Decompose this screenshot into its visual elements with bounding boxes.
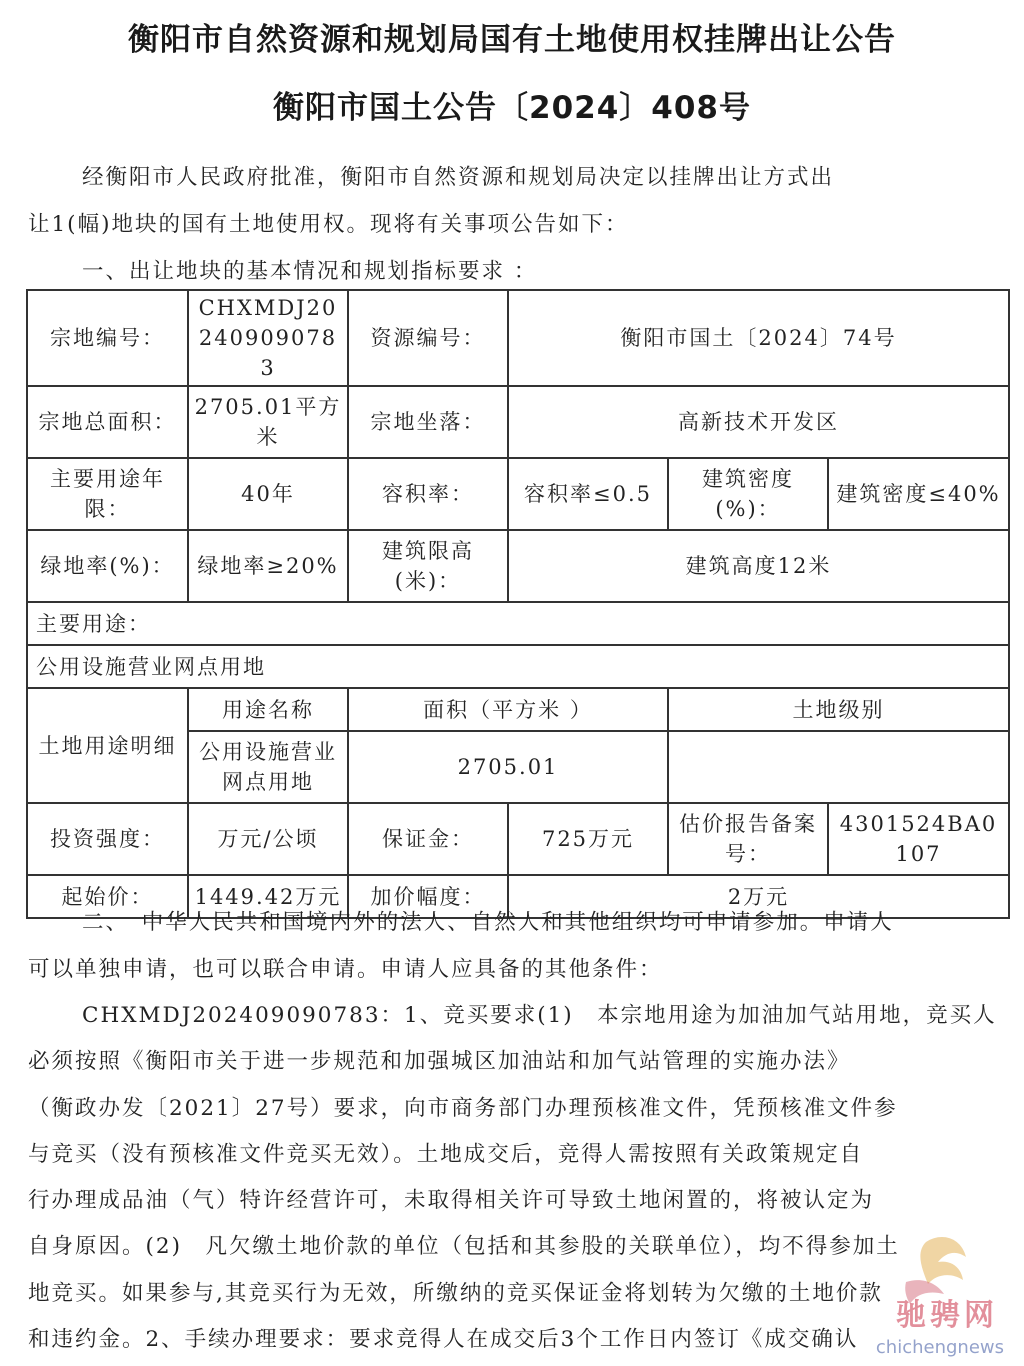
body-line: 和违约金。2、手续办理要求：要求竞得人在成交后3个工作日内签订《成交确认 [28,1327,859,1352]
table-cell: 保证金： [348,803,508,875]
body-line: 地竞买。如果参与,其竞买行为无效，所缴纳的竞买保证金将划转为欠缴的土地价款 [28,1281,883,1306]
table-cell: 2705.01平方米 [188,386,348,458]
body-line: 自身原因。(2) 凡欠缴土地价款的单位（包括和其参股的关联单位），均不得参加土 [28,1234,900,1259]
table-cell: 土地用途明细 [27,688,188,803]
table-cell: 40年 [188,458,348,530]
table-cell: 绿地率≥20% [188,530,348,602]
table-cell: CHXMDJ202409090783 [188,290,348,386]
page-title: 衡阳市自然资源和规划局国有土地使用权挂牌出让公告 [128,22,896,58]
body-line: （衡政办发〔2021〕27号）要求，向市商务部门办理预核准文件，凭预核准文件参 [28,1096,898,1121]
table-cell: 绿地率(%)： [27,530,188,602]
table-cell: 衡阳市国土〔2024〕74号 [508,290,1009,386]
table-cell: 4301524BA0107 [828,803,1009,875]
body-line: 必须按照《衡阳市关于进一步规范和加强城区加油站和加气站管理的实施办法》 [28,1049,851,1074]
table-cell: 1449.42万元 [188,875,348,918]
table-cell: 主要用途年限： [27,458,188,530]
table-cell: 用途名称 [188,688,348,731]
table-cell: 宗地总面积： [27,386,188,458]
body-line: 可以单独申请，也可以联合申请。申请人应具备的其他条件： [28,957,663,982]
watermark-url: chichengnews [875,1337,1004,1358]
body-line: 行办理成品油（气）特许经营许可，未取得相关许可导致土地闲置的，将被认定为 [28,1188,875,1213]
table-cell: 建筑限高(米)： [348,530,508,602]
intro-line-1: 经衡阳市人民政府批准，衡阳市自然资源和规划局决定以挂牌出让方式出 [82,165,835,190]
table-row [27,645,1009,688]
table-row [27,688,1009,731]
table-cell: 宗地编号： [27,290,188,386]
page-subtitle: 衡阳市国土公告〔2024〕408号 [273,90,751,126]
table-row [27,803,1009,875]
table-row [27,602,1009,645]
body-line: 与竞买（没有预核准文件竞买无效）。土地成交后，竞得人需按照有关政策规定自 [28,1142,864,1167]
table-cell: 容积率≤0.5 [508,458,668,530]
table-cell: 建筑高度12米 [508,530,1009,602]
body-line: 二、 中华人民共和国境内外的法人、自然人和其他组织均可申请参加。申请人 [82,910,894,935]
table-cell: 2705.01 [348,731,668,803]
table-cell: 资源编号： [348,290,508,386]
table-cell: 公用设施营业网点用地 [27,645,1009,688]
table-cell: 建筑密度≤40% [828,458,1009,530]
table-cell: 主要用途： [27,602,1009,645]
intro-line-2: 让1(幅)地块的国有土地使用权。现将有关事项公告如下： [28,212,629,237]
table-cell: 宗地坐落： [348,386,508,458]
table-cell: 容积率： [348,458,508,530]
table-cell: 万元/公顷 [188,803,348,875]
table-cell: 估价报告备案号： [668,803,828,875]
table-cell: 起始价： [27,875,188,918]
table-cell [668,731,1009,803]
table-cell: 725万元 [508,803,668,875]
table-cell: 公用设施营业网点用地 [188,731,348,803]
table-cell: 加价幅度： [348,875,508,918]
watermark-name: 驰骋网 [896,1298,998,1333]
section-heading-1: 一、出让地块的基本情况和规划指标要求 ： [82,259,538,284]
table-row [27,290,1009,386]
table-cell: 高新技术开发区 [508,386,1009,458]
table-cell: 2万元 [508,875,1009,918]
parcel-info-table [26,289,1010,919]
table-cell: 土地级别 [668,688,1009,731]
body-line: CHXMDJ202409090783：1、竞买要求(1) 本宗地用途为加油加气站用地，竞买人 [82,1003,997,1028]
table-row [27,530,1009,602]
table-cell: 建筑密度(%)： [668,458,828,530]
table-cell: 投资强度： [27,803,188,875]
table-cell: 面积（平方米 ） [348,688,668,731]
table-row [27,458,1009,530]
table-row [27,386,1009,458]
